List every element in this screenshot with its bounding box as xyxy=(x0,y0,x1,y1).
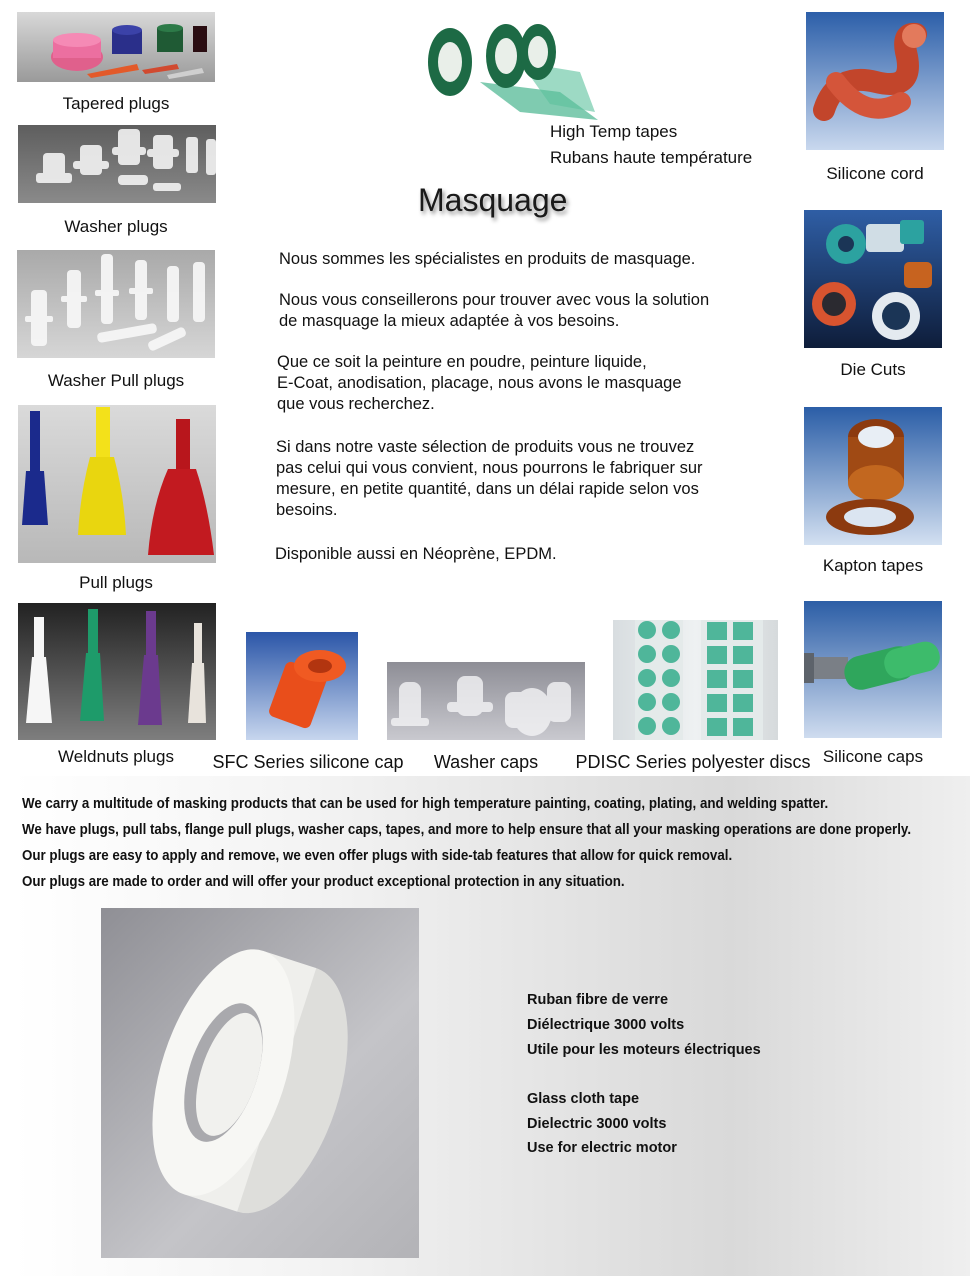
advice-paragraph xyxy=(279,290,779,332)
tapered-plugs-image xyxy=(17,12,215,82)
kapton-tapes-photo xyxy=(804,407,942,545)
custom-paragraph xyxy=(276,437,776,521)
pdisc-caption: PDISC Series polyester discs xyxy=(575,752,811,772)
washer-pull-plugs-photo xyxy=(17,250,215,358)
glass-tape-fr-line-2: Diélectrique 3000 volts xyxy=(527,1017,685,1033)
high-temp-caption-fr: Rubans haute température xyxy=(550,148,753,167)
advice-line-2: de masquage la mieux adaptée à vos besoins. xyxy=(279,312,620,330)
pull-plugs-image xyxy=(18,405,216,563)
materials-line: Disponible aussi en Néoprène, EPDM. xyxy=(275,545,557,563)
materials-paragraph xyxy=(275,544,775,565)
washer-caps-photo xyxy=(387,662,585,740)
silicone-caps-image xyxy=(804,601,942,738)
advice-line-1: Nous vous conseillerons pour trouver avec vous la solution xyxy=(279,291,710,309)
sfc-cap-photo xyxy=(246,632,358,740)
high-temp-tapes-photo xyxy=(420,12,600,137)
high-temp-tapes-image xyxy=(420,12,600,137)
weldnuts-plugs-photo xyxy=(18,603,216,740)
glass-cloth-tape-photo xyxy=(101,908,419,1258)
english-line-4: Our plugs are made to order and will offer your product exceptional protection in any situation. xyxy=(22,874,625,890)
glass-tape-en-line-3: Use for electric motor xyxy=(527,1140,677,1156)
washer-caps-image xyxy=(387,662,585,740)
coating-line-3: que vous recherchez. xyxy=(277,395,435,413)
custom-line-2: pas celui qui vous convient, nous pourrons le fabriquer sur xyxy=(276,459,703,477)
silicone-cord-photo xyxy=(806,12,944,150)
kapton-tapes-caption: Kapton tapes xyxy=(822,556,924,575)
die-cuts-caption: Die Cuts xyxy=(840,360,906,379)
glass-tape-en-line-2: Dielectric 3000 volts xyxy=(527,1116,667,1132)
coating-line-2: E-Coat, anodisation, placage, nous avons le masquage xyxy=(277,374,682,392)
washer-pull-plugs-image xyxy=(17,250,215,358)
kapton-tapes-image xyxy=(804,407,942,545)
die-cuts-image xyxy=(804,210,942,348)
tapered-plugs-caption: Tapered plugs xyxy=(62,94,170,113)
sfc-cap-caption: SFC Series silicone cap xyxy=(212,752,404,772)
intro-paragraph xyxy=(279,249,779,270)
washer-pull-plugs-caption: Washer Pull plugs xyxy=(47,371,185,390)
die-cuts-photo xyxy=(804,210,942,348)
coating-line-1: Que ce soit la peinture en poudre, peinture liquide, xyxy=(277,353,647,371)
silicone-caps-caption: Silicone caps xyxy=(822,747,924,766)
tapered-plugs-photo xyxy=(17,12,215,82)
pdisc-photo xyxy=(613,620,778,740)
intro-line: Nous sommes les spécialistes en produits de masquage. xyxy=(279,250,696,268)
glass-tape-en-line-1: Glass cloth tape xyxy=(527,1091,640,1107)
coating-paragraph xyxy=(277,352,777,415)
washer-plugs-image xyxy=(18,125,216,203)
high-temp-caption-en: High Temp tapes xyxy=(550,122,678,141)
custom-line-4: besoins. xyxy=(276,501,338,519)
pull-plugs-caption: Pull plugs xyxy=(79,573,153,592)
pull-plugs-photo xyxy=(18,405,216,563)
pdisc-image xyxy=(613,620,778,740)
english-line-2: We have plugs, pull tabs, flange pull plugs, washer caps, tapes, and more to help ensure that all your masking operations are done properly. xyxy=(22,822,912,838)
glass-tape-fr-line-1: Ruban fibre de verre xyxy=(527,992,669,1008)
glass-tape-fr-line-3: Utile pour les moteurs électriques xyxy=(527,1042,761,1058)
custom-line-1: Si dans notre vaste sélection de produits vous ne trouvez xyxy=(276,438,695,456)
english-line-1: We carry a multitude of masking products that can be used for high temperature painting, coating, plating, and welding spatter. xyxy=(22,796,829,812)
page-title: Masquage xyxy=(418,182,568,218)
glass-cloth-tape-image xyxy=(101,908,419,1258)
sfc-cap-image xyxy=(246,632,358,740)
custom-line-3: mesure, en petite quantité, dans un délai rapide selon vos xyxy=(276,480,699,498)
weldnuts-plugs-image xyxy=(18,603,216,740)
english-line-3: Our plugs are easy to apply and remove, we even offer plugs with side-tab features that allow for quick removal. xyxy=(22,848,733,864)
silicone-cord-image xyxy=(806,12,944,150)
silicone-caps-photo xyxy=(804,601,942,738)
silicone-cord-caption: Silicone cord xyxy=(826,164,924,183)
washer-caps-caption: Washer caps xyxy=(433,752,539,772)
washer-plugs-photo xyxy=(18,125,216,203)
washer-plugs-caption: Washer plugs xyxy=(64,217,168,236)
weldnuts-plugs-caption: Weldnuts plugs xyxy=(58,747,174,766)
